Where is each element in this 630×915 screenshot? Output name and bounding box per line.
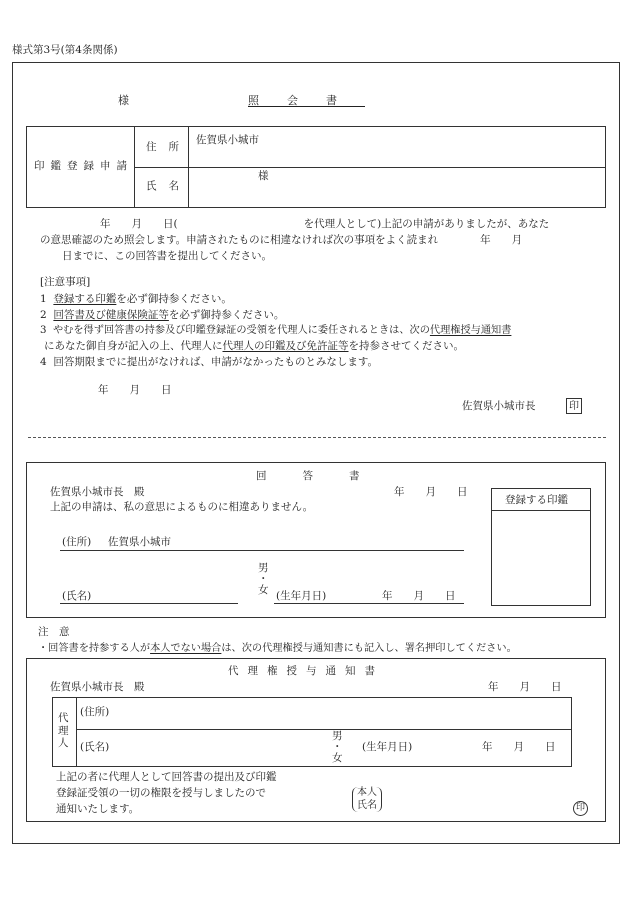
inquiry-title: 照会書 [248, 94, 365, 107]
agent-label: 代理人 [58, 712, 69, 750]
address-label: 住所 [146, 141, 191, 153]
reply-gender-female: 女 [258, 584, 269, 596]
proxy-birth-ymd: 年 月 日 [482, 741, 556, 753]
proxy-addressee: 佐賀県小城市長 殿 [50, 681, 145, 693]
address-value: 佐賀県小城市 [196, 134, 259, 146]
reply-title: 回答書 [256, 470, 396, 482]
reply-address-label: (住所) [62, 536, 92, 548]
agent-name-label: (氏名) [80, 741, 110, 753]
principal-seal: 印 [573, 801, 588, 816]
agent-row-divider [76, 729, 572, 730]
seal-box-label: 登録する印鑑 [505, 494, 568, 506]
reply-addressee: 佐賀県小城市長 殿 [50, 486, 145, 498]
form-number: 様式第3号(第4条関係) [12, 44, 118, 56]
reply-address-value: 佐賀県小城市 [108, 536, 171, 548]
reply-birth-label: (生年月日) [276, 590, 327, 602]
reply-name-label: (氏名) [62, 590, 92, 602]
inquiry-para-line3: 日までに、この回答書を提出してください。 [62, 250, 272, 262]
note-3-cont: にあなた御自身が記入の上、代理人に代理人の印鑑及び免許証等を持参させてください。 [44, 340, 464, 352]
agent-divider [76, 697, 77, 767]
proxy-body-1: 上記の者に代理人として回答書の提出及び印鑑 [56, 771, 277, 783]
applicant-label: 印鑑登録申請 [34, 160, 133, 172]
note-1: 1 登録する印鑑を必ず御持参ください。 [40, 293, 232, 305]
name-label: 氏名 [146, 180, 191, 192]
note-3: 3 やむを得ず回答書の持参及び印鑑登録証の受領を代理人に委任されるときは、次の代理権授与通知書 [40, 325, 512, 336]
inquiry-para-line2: の意思確認のため照会します。申請されたものに相違なければ次の事項をよく読まれ 年 月 [40, 234, 523, 246]
proxy-title: 代理権授与通知書 [228, 665, 384, 677]
agent-address-label: (住所) [80, 706, 110, 718]
issuer: 佐賀県小城市長 [462, 400, 536, 412]
inquiry-addressee-suffix: 様 [118, 94, 129, 107]
proxy-gender-male: 男 [332, 730, 343, 742]
notes-heading: [注意事項] [40, 276, 91, 288]
inquiry-para-line1: 年 月 日( を代理人として)上記の申請がありましたが、あなた [100, 218, 550, 230]
reply-date: 年 月 日 [394, 486, 468, 498]
reply-gender-dot: ・ [258, 573, 269, 585]
proxy-body-2: 登録証受領の一切の権限を授与しましたので [56, 787, 266, 799]
cut-line [28, 437, 606, 438]
agent-table [52, 697, 572, 767]
reply-statement: 上記の申請は、私の意思によるものに相違ありません。 [50, 501, 314, 513]
proxy-body-3: 通知いたします。 [56, 803, 140, 815]
name-suffix: 様 [258, 170, 269, 182]
caution-line: ・回答書を持参する人が本人でない場合は、次の代理権授与通知書にも記入し、署名押印してください。 [38, 643, 517, 654]
inquiry-date: 年 月 日 [98, 384, 172, 396]
reply-address-line[interactable] [60, 550, 464, 551]
note-2: 2 回答書及び健康保険証等を必ず御持参ください。 [40, 309, 285, 321]
reply-birth-ymd: 年 月 日 [382, 590, 456, 602]
row-divider [134, 167, 606, 168]
proxy-birth-label: (生年月日) [362, 741, 413, 753]
proxy-gender-dot: ・ [332, 741, 343, 753]
principal-name-bracket: 本人 氏名 [352, 787, 382, 812]
proxy-date: 年 月 日 [488, 681, 562, 693]
reply-birth-line[interactable] [274, 603, 464, 604]
note-4: 4 回答期限までに提出がなければ、申請がなかったものとみなします。 [40, 356, 379, 368]
proxy-gender-female: 女 [332, 752, 343, 764]
caution-heading: 注 意 [38, 626, 70, 638]
issuer-seal: 印 [566, 398, 582, 414]
seal-box-divider [491, 510, 591, 511]
reply-gender-male: 男 [258, 562, 269, 574]
reply-name-line[interactable] [60, 603, 238, 604]
